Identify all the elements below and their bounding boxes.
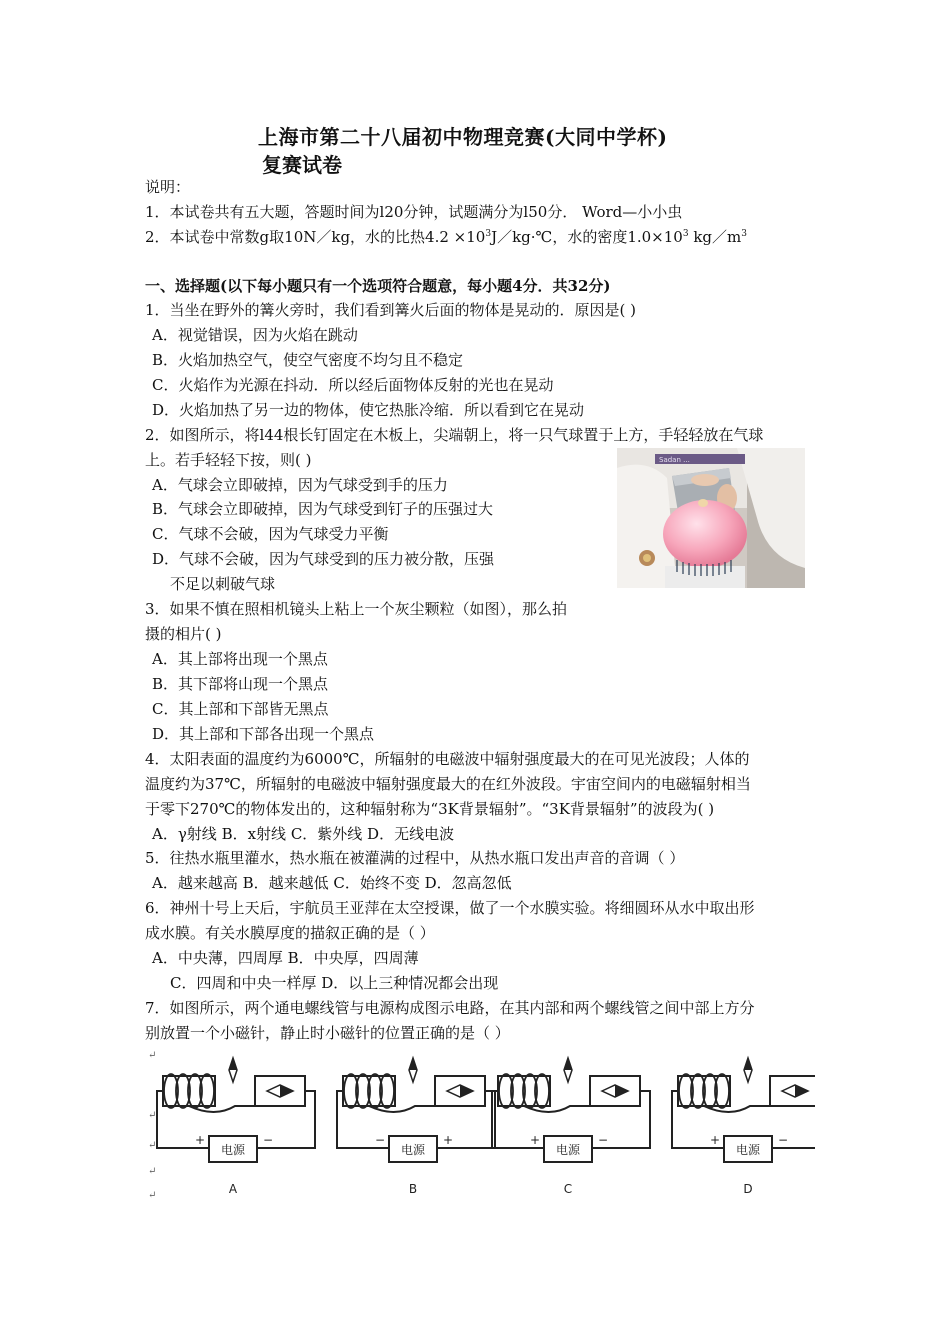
- q3-option-c: C．其上部和下部皆无黑点: [152, 700, 329, 718]
- magnet-needle-tip: [460, 1085, 473, 1097]
- q6-options-ab: A．中央薄，四周厚 B．中央厚，四周薄: [152, 949, 419, 967]
- q2-stem-line2: 上。若手轻轻下按，则( ): [145, 451, 312, 469]
- q1-option-b: B．火焰加热空气，使空气密度不均匀且不稳定: [152, 351, 464, 369]
- polarity-right: −: [263, 1133, 274, 1147]
- magnet-needle-tip: [615, 1085, 628, 1097]
- page-subtitle: 复赛试卷: [262, 153, 342, 177]
- paragraph-mark: ↵: [148, 1110, 157, 1121]
- page-title: 上海市第二十八届初中物理竞赛(大同中学杯): [258, 125, 668, 149]
- q3-stem-line2: 摄的相片( ): [145, 625, 222, 643]
- figure-label: C: [563, 1182, 573, 1196]
- q1-option-c: C．火焰作为光源在抖动．所以经后面物体反射的光也在晃动: [152, 376, 554, 394]
- power-supply-label: 电源: [400, 1143, 426, 1157]
- paragraph-mark: ↵: [148, 1050, 157, 1061]
- q4-line2: 温度约为37℃，所辐射的电磁波中辐射强度最大的在红外波段。宇宙空间内的电磁辐射相当: [145, 775, 751, 793]
- q6-line2: 成水膜。有关水膜厚度的描叙正确的是（ ）: [145, 924, 435, 942]
- polarity-left: −: [375, 1133, 386, 1147]
- circuit-figure-a: [157, 1058, 315, 1196]
- circuit-figure-b: [337, 1058, 495, 1196]
- magnet-needle-tip: [795, 1085, 808, 1097]
- paragraph-mark: ↵: [148, 1166, 157, 1177]
- balloon-photo-illustration: [617, 448, 805, 588]
- power-supply-label: 电源: [555, 1143, 581, 1157]
- q2-option-b: B．气球会立即破掉，因为气球受到钉子的压强过大: [152, 500, 494, 518]
- q2-option-d-line1: D．气球不会破，因为气球受到的压力被分散，压强: [152, 550, 495, 568]
- figure-label: B: [408, 1182, 418, 1196]
- q1-stem: 1．当坐在野外的篝火旁时，我们看到篝火后面的物体是晃动的．原因是( ): [145, 301, 637, 319]
- circuit-figure-d: [672, 1058, 815, 1196]
- q3-option-b: B．其下部将山现一个黑点: [152, 675, 329, 693]
- note-1: 1．本试卷共有五大题，答题时间为l20分钟，试题满分为l50分． Word—小小虫: [145, 203, 683, 221]
- magnet-needle-tip: [280, 1085, 293, 1097]
- q4-line3: 于零下270℃的物体发出的，这种辐射称为“3K背景辐射”。“3K背景辐射”的波段为( ): [145, 800, 715, 818]
- magnet-needle-top-tip: [229, 1058, 237, 1070]
- q4-options: A．γ射线 B．x射线 C．紫外线 D．无线电波: [152, 825, 455, 843]
- q5-options: A．越来越高 B．越来越低 C．始终不变 D．忽高忽低: [152, 874, 512, 892]
- polarity-right: −: [778, 1133, 789, 1147]
- q1-option-a: A．视觉错误，因为火焰在跳动: [152, 326, 358, 344]
- q2-option-c: C．气球不会破，因为气球受力平衡: [152, 525, 389, 543]
- magnet-needle-top-tip: [409, 1058, 417, 1070]
- q2-stem-line1: 2．如图所示，将l44根长钉固定在木板上，尖端朝上，将一只气球置于上方，手轻轻放在气球: [145, 426, 764, 444]
- circuit-figures: [145, 1048, 815, 1203]
- q6-options-cd: C．四周和中央一样厚 D．以上三种情况都会出现: [170, 974, 499, 992]
- section-heading: 一、选择题(以下每小题只有一个选项符合题意，每小题4分．共32分): [145, 277, 611, 295]
- q6-line1: 6．神州十号上天后，宇航员王亚萍在太空授课，做了一个水膜实验。将细圆环从水中取出形: [145, 899, 755, 917]
- magnet-needle-top-tip: [744, 1058, 752, 1070]
- q3-option-a: A．其上部将出现一个黑点: [152, 650, 328, 668]
- balloon-nails-photo: [617, 448, 805, 588]
- figure-label: A: [228, 1182, 238, 1196]
- power-supply-label: 电源: [220, 1143, 246, 1157]
- polarity-left: +: [710, 1133, 721, 1147]
- circuit-figure-c: [492, 1058, 650, 1196]
- q5-stem: 5．往热水瓶里灌水，热水瓶在被灌满的过程中，从热水瓶口发出声音的音调（ ）: [145, 849, 685, 867]
- q7-line1: 7．如图所示，两个通电螺线管与电源构成图示电路，在其内部和两个螺线管之间中部上方分: [145, 999, 755, 1017]
- q2-option-d-line2: 不足以刺破气球: [170, 575, 276, 593]
- polarity-left: +: [530, 1133, 541, 1147]
- note-2: 2．本试卷中常数g取10N／kg，水的比热$4.2 \times 10^3J/kg\cdot℃$，水的密度$1.0\times 10^3$ $kg/m^3$: [145, 228, 747, 246]
- q7-line2: 别放置一个小磁针，静止时小磁针的位置正确的是（ ）: [145, 1024, 510, 1042]
- figure-label: D: [743, 1182, 753, 1196]
- q2-option-a: A．气球会立即破掉，因为气球受到手的压力: [152, 476, 448, 494]
- q3-option-d: D．其上部和下部各出现一个黑点: [152, 725, 375, 743]
- notes-label: 说明：: [145, 178, 191, 196]
- paragraph-mark: ↵: [148, 1190, 157, 1201]
- photo-banner-text: Sadan ...: [659, 456, 690, 464]
- paragraph-mark: ↵: [148, 1140, 157, 1151]
- q1-option-d: D．火焰加热了另一边的物体，使它热胀冷缩．所以看到它在晃动: [152, 401, 585, 419]
- q3-stem-line1: 3．如果不慎在照相机镜头上粘上一个灰尘颗粒（如图），那么拍: [145, 600, 568, 618]
- polarity-right: +: [443, 1133, 454, 1147]
- q4-line1: 4．太阳表面的温度约为6000℃，所辐射的电磁波中辐射强度最大的在可见光波段；人体的: [145, 750, 750, 768]
- magnet-needle-top-tip: [564, 1058, 572, 1070]
- polarity-right: −: [598, 1133, 609, 1147]
- polarity-left: +: [195, 1133, 206, 1147]
- power-supply-label: 电源: [735, 1143, 761, 1157]
